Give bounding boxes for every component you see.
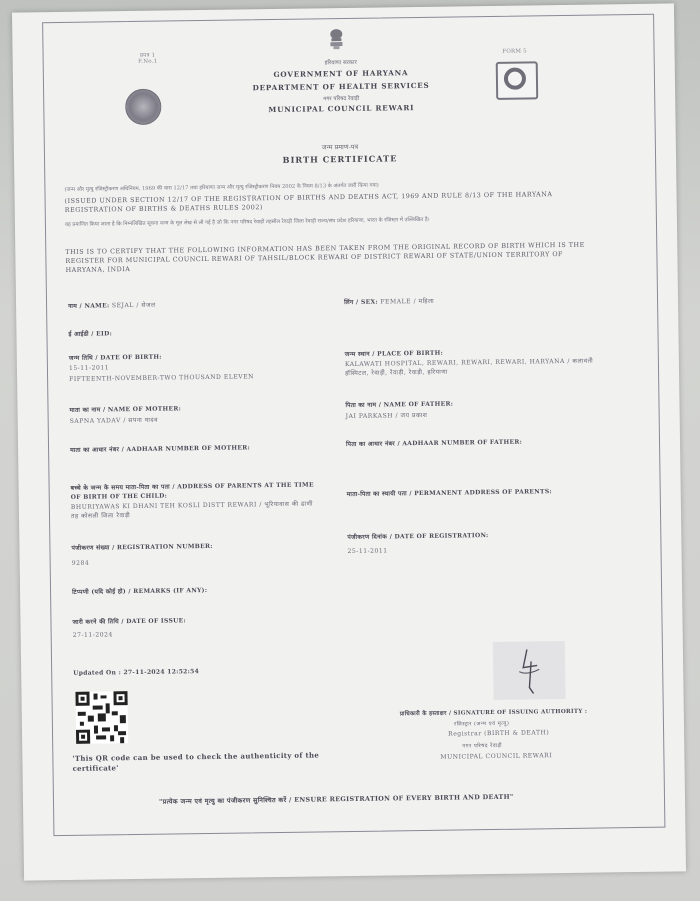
issued-under-text: (ISSUED UNDER SECTION 12/17 OF THE REGISTRATION OF BIRTHS AND DEATHS ACT, 1969 AND RULE 8/13 OF THE HARYANA REGISTRATION OF BIRTHS & DEATHS RULES 2002) <box>64 190 553 214</box>
registration-date-value: 25-11-2011 <box>347 547 388 556</box>
sex-value: FEMALE / महिला <box>380 297 435 306</box>
council-sign-hindi: नगर परिषद रेवाड़ी <box>462 742 503 750</box>
govt-title: GOVERNMENT OF HARYANA <box>273 68 409 80</box>
govt-hindi: हरियाणा सरकार <box>324 59 357 67</box>
updated-on: Updated On : 27-11-2024 12:52:54 <box>73 668 200 677</box>
certify-text: THIS IS TO CERTIFY THAT THE FOLLOWING INFORMATION HAS BEEN TAKEN FROM THE ORIGINAL RECORD OF BIRTH WHICH IS THE REGISTER FOR MUNICIPAL COUNCIL REWARI OF TAHSIL/BLOCK REWARI OF DISTRICT REWARI OF STATE/UNION TERRITORY OF HARYANA, INDIA <box>65 240 585 274</box>
registration-date-label: पंजीकरण दिनांक / DATE OF REGISTRATION: <box>347 532 489 542</box>
certify-hindi: यह प्रमाणित किया जाता है कि निम्नलिखित सूचना जन्म के मूल लेख से ली गई है जो कि नगर परिषद रेवाड़ी तहसील रेवाड़ी जिला रेवाड़ी राज्य/संघ प्रदेश हरियाणा, भारत के रजिस्टर में उल्लिखित है। <box>64 216 430 228</box>
issued-under-hindi: (जन्म और मृत्यु रजिस्ट्रीकरण अधिनियम, 1969 की धारा 12/17 तथा हरियाणा जन्म और मृत्यु रजिस्ट्रीकरण नियम 2002 के नियम 8/13 के अंतर्गत जारी किया गया) <box>64 182 379 193</box>
council-hindi: नगर परिषद रेवाड़ी <box>323 95 360 103</box>
name-value: SEJAL / सेजल <box>111 301 156 310</box>
signature-area <box>493 641 566 700</box>
aadhaar-father-label: पिता का आधार नंबर / AADHAAR NUMBER OF FATHER: <box>345 438 523 449</box>
father-value: JAI PARKASH / जय प्रकाश <box>345 411 428 421</box>
qr-code[interactable] <box>75 691 128 744</box>
mother-label: माता का नाम / NAME OF MOTHER: <box>69 405 182 414</box>
sex-field <box>344 297 434 308</box>
registrar-hindi: रजिस्ट्रार (जन्म एवं मृत्यु) <box>453 720 510 728</box>
signature-label: प्राधिकारी के हस्ताक्षर / SIGNATURE OF ISSUING AUTHORITY : <box>399 708 588 718</box>
form-number: प्रपत्र 1 F.No.1 <box>138 52 158 65</box>
title-hindi: जन्म प्रमाण-पत्र <box>321 142 359 152</box>
registration-number-value: 9284 <box>71 559 90 567</box>
sex-label: लिंग / SEX: <box>344 298 378 307</box>
signature-icon <box>493 641 566 700</box>
name-field <box>68 301 156 312</box>
pob-value: KALAWATI HOSPITAL, REWARI, REWARI, REWARI, HARYANA / कलावती हॉस्पिटल, रेवाड़ी, रेवाड़ी, रेवाड़ी, हरियाणा <box>344 357 594 377</box>
registrar-title: Registrar (BIRTH & DEATH) <box>448 729 550 738</box>
footer-slogan: "प्रत्येक जन्म एवं मृत्यु का पंजीकरण सुनिश्चित करें / ENSURE REGISTRATION OF EVERY BIRTH AND DEATH" <box>158 792 514 806</box>
council-sign-title: MUNICIPAL COUNCIL REWARI <box>440 752 553 761</box>
dob-label: जन्म तिथि / DATE OF BIRTH: <box>68 353 162 362</box>
issue-date-label: जारी करने की तिथि / DATE OF ISSUE: <box>72 617 187 626</box>
aadhaar-mother-label: माता का आधार नंबर / AADHAAR NUMBER OF MOTHER: <box>70 444 251 454</box>
issue-date-value: 27-11-2024 <box>72 631 113 639</box>
permanent-address-label: माता-पिता का स्थायी पता / PERMANENT ADDRESS OF PARENTS: <box>346 488 552 499</box>
certificate-title: BIRTH CERTIFICATE <box>282 153 398 165</box>
qr-note: 'This QR code can be used to check the authenticity of the certificate' <box>72 750 320 773</box>
eid-label: ई आईडी / EID: <box>68 330 113 338</box>
ashoka-emblem-icon <box>327 28 345 50</box>
father-label: पिता का नाम / NAME OF FATHER: <box>345 400 454 410</box>
health-logo-icon <box>496 61 539 100</box>
dob-value: 15-11-2011 <box>68 364 110 372</box>
pob-label: जन्म स्थान / PLACE OF BIRTH: <box>344 349 444 359</box>
dob-words: FIFTEENTH-NOVEMBER-TWO THOUSAND ELEVEN <box>69 373 255 383</box>
name-label: नाम / NAME: <box>68 302 110 310</box>
council-title: MUNICIPAL COUNCIL REWARI <box>268 103 415 115</box>
certificate-paper <box>12 3 686 880</box>
registration-number-label: पंजीकरण संख्या / REGISTRATION NUMBER: <box>71 542 213 552</box>
address-birth-value: BHURIYAWAS KI DHANI TEH KOSLI DISTT REWARI / भूरियावास की ढाणी तह कोसली जिला रेवाड़ी <box>70 500 314 520</box>
mother-value: SAPNA YADAV / सपना यादव <box>69 416 159 425</box>
department-title: DEPARTMENT OF HEALTH SERVICES <box>252 80 430 93</box>
logo-label: FORM 5 <box>502 48 527 55</box>
remarks-label: टिप्पणी (यदि कोई हो) / REMARKS (IF ANY): <box>72 586 208 596</box>
address-birth-label: बच्चे के जन्म के समय माता-पिता का पता / ADDRESS OF PARENTS AT THE TIME OF BIRTH OF THE CHILD: <box>70 481 314 501</box>
